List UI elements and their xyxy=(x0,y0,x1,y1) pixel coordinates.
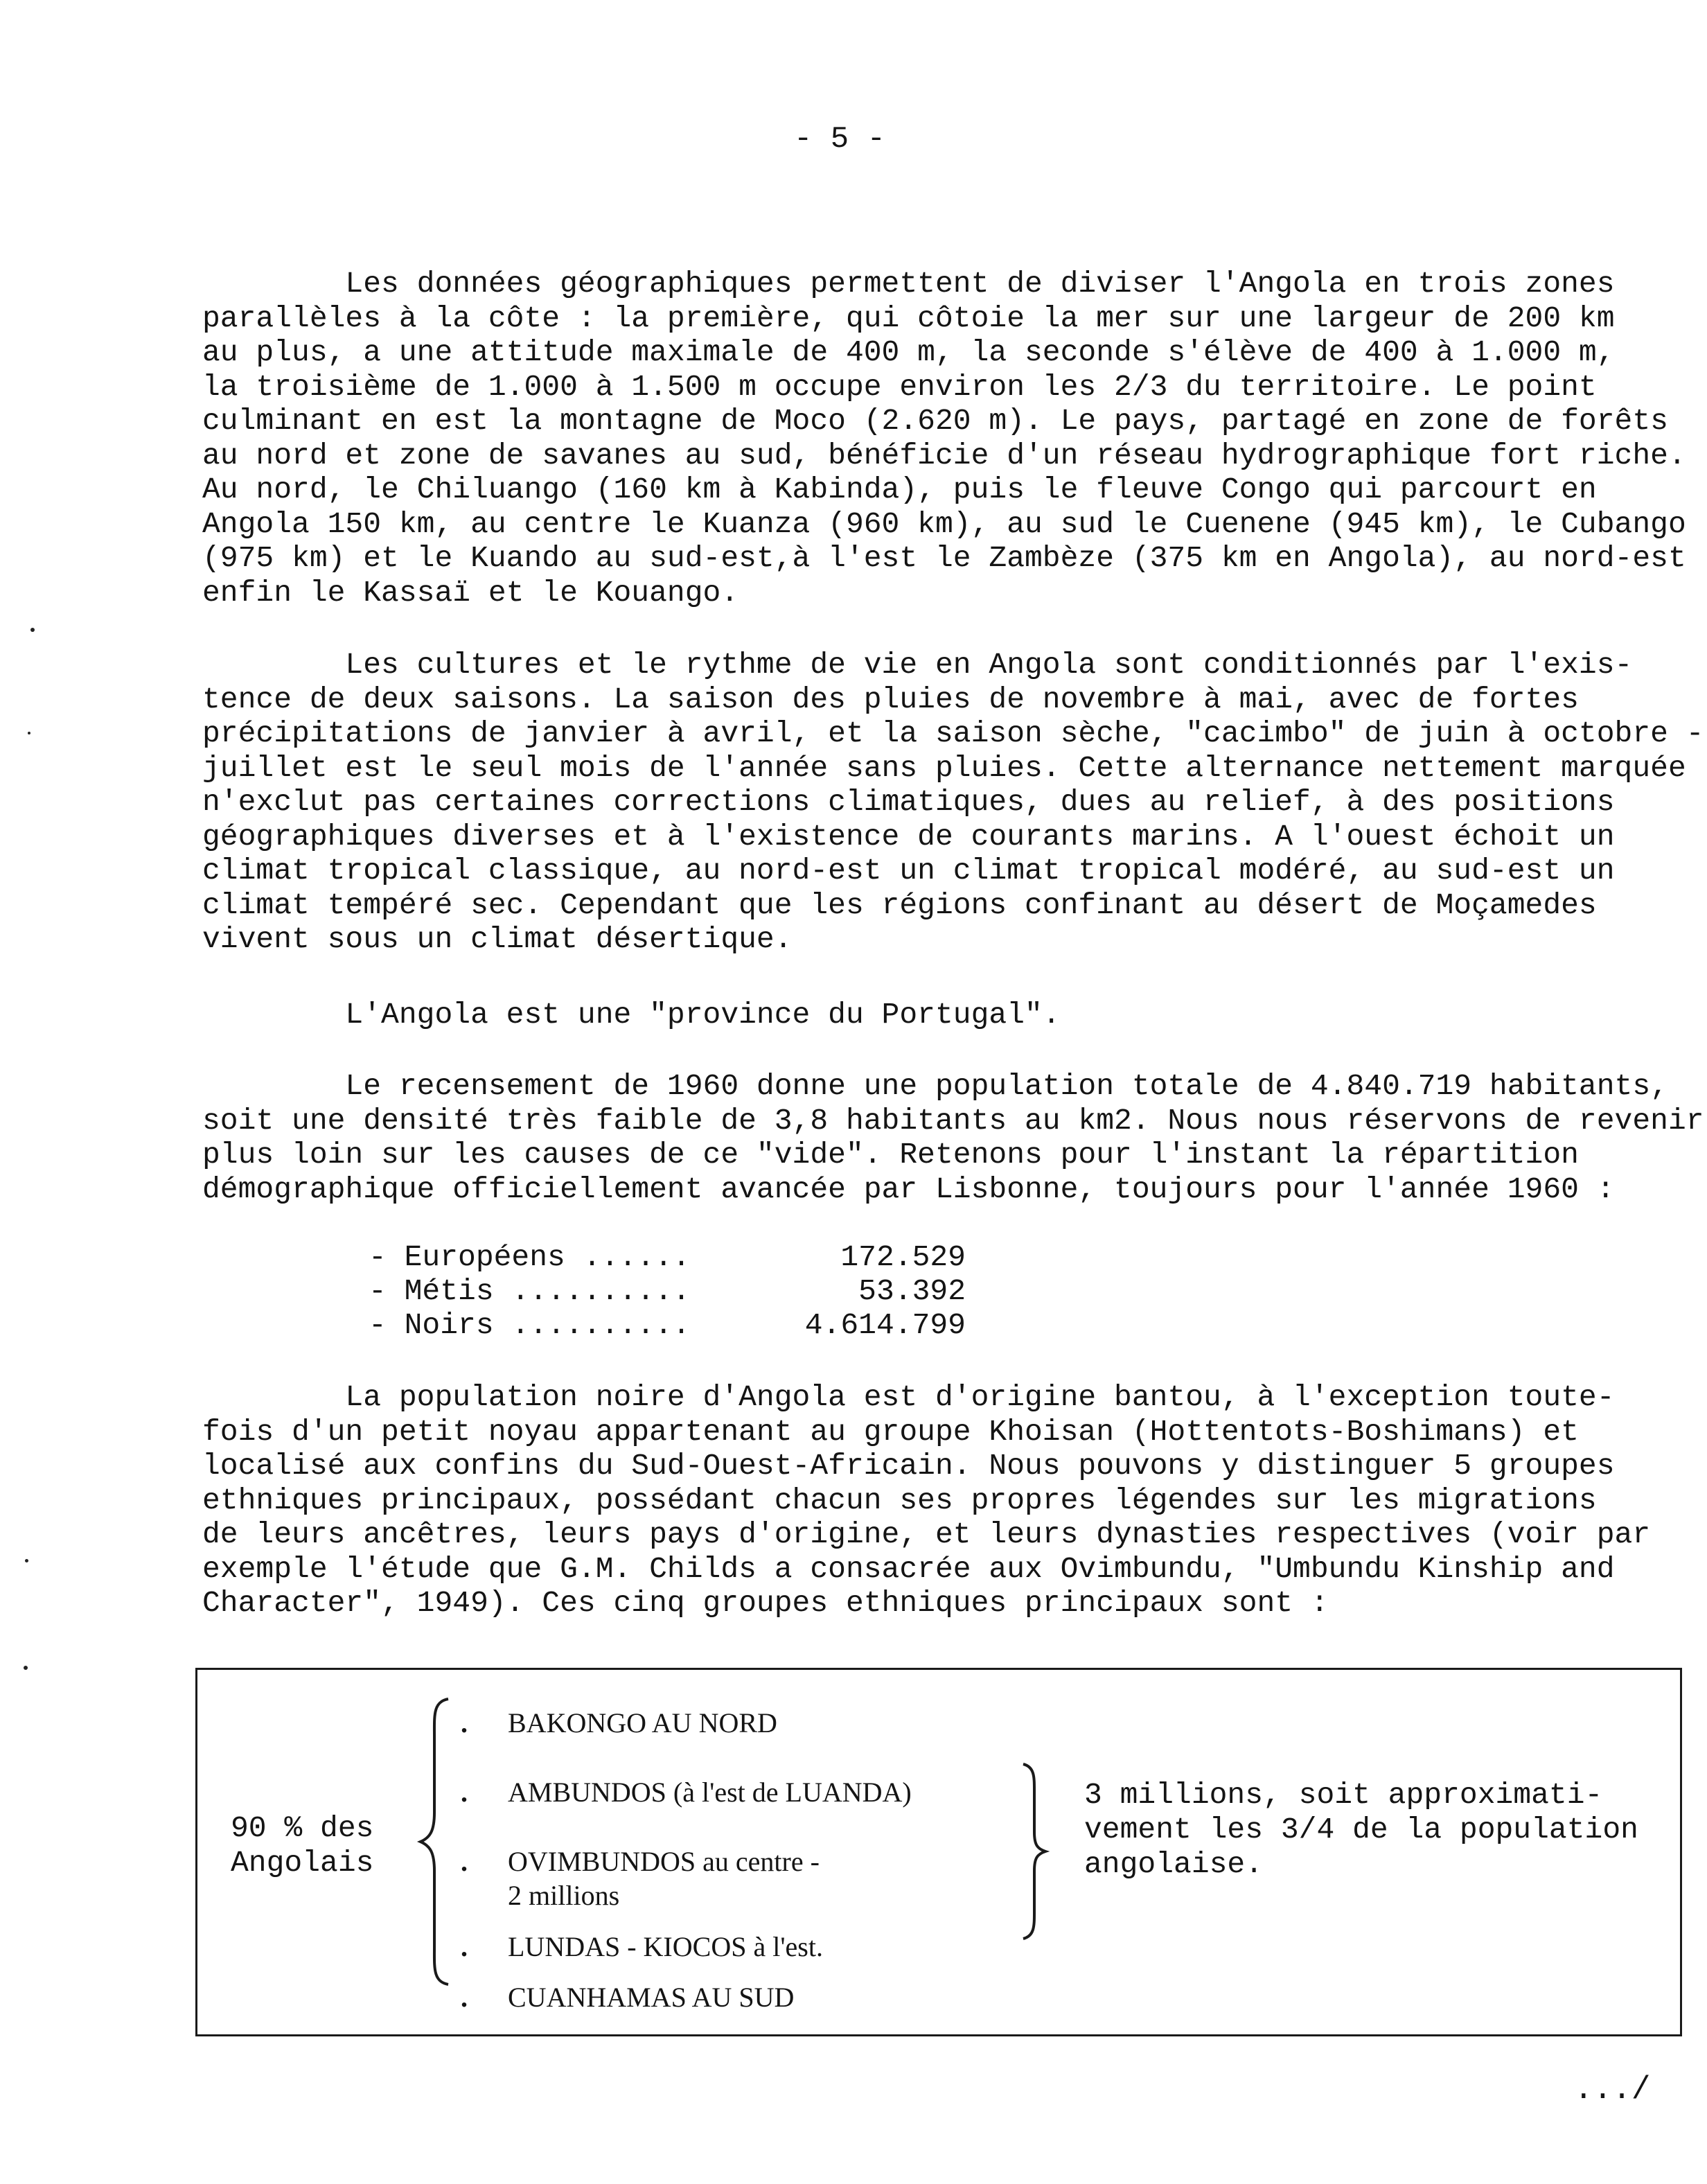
text-line: climat tropical classique, au nord-est un climat tropical modéré, au sud-est un xyxy=(202,854,1615,888)
scan-speck xyxy=(30,628,35,632)
population-label: - Noirs .......... xyxy=(369,1308,691,1342)
note-line: angolaise. xyxy=(1084,1847,1264,1881)
box-left-line: Angolais xyxy=(231,1846,374,1880)
text-line: précipitations de janvier à avril, et la saison sèche, "cacimbo" de juin à octobre - xyxy=(202,716,1704,750)
text-line: n'exclut pas certaines corrections climatiques, dues au relief, à des positions xyxy=(202,785,1615,819)
bullet: . xyxy=(461,1777,468,1808)
text-line: Angola 150 km, au centre le Kuanza (960 km), au sud le Cuenene (945 km), le Cubango xyxy=(202,507,1686,541)
text-line: enfin le Kassaï et le Kouango. xyxy=(202,575,739,610)
population-value: 172.529 xyxy=(840,1240,966,1274)
population-table xyxy=(369,1240,966,1342)
group-item xyxy=(461,1844,820,1878)
text-line: Le recensement de 1960 donne une population totale de 4.840.719 habitants, xyxy=(202,1069,1668,1103)
scan-speck xyxy=(28,732,30,734)
scan-speck xyxy=(25,1559,28,1562)
group-label: BAKONGO AU NORD xyxy=(508,1707,777,1738)
text-line: Les cultures et le rythme de vie en Angola sont conditionnés par l'exis- xyxy=(202,648,1633,682)
note-line: 3 millions, soit approximati- xyxy=(1084,1778,1603,1812)
group-item xyxy=(461,1706,777,1740)
text-line: juillet est le seul mois de l'année sans pluies. Cette alternance nettement marquée xyxy=(202,750,1686,785)
text-line: démographique officiellement avancée par Lisbonne, toujours pour l'année 1960 : xyxy=(202,1172,1615,1206)
text-line: exemple l'étude que G.M. Childs a consacrée aux Ovimbundu, "Umbundu Kinship and xyxy=(202,1551,1615,1586)
text-line: au nord et zone de savanes au sud, bénéficie d'un réseau hydrographique fort riche. xyxy=(202,438,1686,473)
group-label: CUANHAMAS AU SUD xyxy=(508,1982,795,2013)
text-line: culminant en est la montagne de Moco (2.620 m). Le pays, partagé en zone de forêts xyxy=(202,404,1668,438)
text-line: Au nord, le Chiluango (160 km à Kabinda), puis le fleuve Congo qui parcourt en xyxy=(202,473,1597,507)
paragraph-census xyxy=(202,1069,1704,1206)
text-line: localisé aux confins du Sud-Ouest-Africain. Nous pouvons y distinguer 5 groupes xyxy=(202,1449,1615,1483)
paragraph-geography xyxy=(202,267,1686,610)
text-line: plus loin sur les causes de ce "vide". Retenons pour l'instant la répartition xyxy=(202,1138,1579,1172)
scan-speck xyxy=(24,1666,28,1670)
text-line: fois d'un petit noyau appartenant au groupe Khoisan (Hottentots-Boshimans) et xyxy=(202,1414,1579,1449)
text-line: Les données géographiques permettent de diviser l'Angola en trois zones xyxy=(202,267,1615,301)
population-row xyxy=(369,1308,966,1342)
ethnic-groups-box xyxy=(195,1668,1682,2036)
right-brace-icon xyxy=(1019,1760,1051,1943)
bullet: . xyxy=(461,1982,468,2013)
group-label: OVIMBUNDOS au centre - xyxy=(508,1846,820,1877)
group-item-continuation: 2 millions xyxy=(508,1880,620,1911)
page-number: - 5 - xyxy=(794,122,886,157)
bullet: . xyxy=(461,1707,468,1738)
text-line: La population noire d'Angola est d'origine bantou, à l'exception toute- xyxy=(202,1380,1615,1414)
text-line: de leurs ancêtres, leurs pays d'origine, et leurs dynasties respectives (voir par xyxy=(202,1517,1651,1551)
text-line: climat tempéré sec. Cependant que les régions confinant au désert de Moçamedes xyxy=(202,888,1597,922)
bullet: . xyxy=(461,1931,468,1962)
group-label: LUNDAS - KIOCOS à l'est. xyxy=(508,1931,823,1962)
text-line: (975 km) et le Kuando au sud-est,à l'est le Zambèze (375 km en Angola), au nord-est xyxy=(202,541,1686,575)
box-right-note xyxy=(1084,1778,1638,1882)
text-line: ethniques principaux, possédant chacun ses propres légendes sur les migrations xyxy=(202,1483,1597,1517)
population-label: - Métis .......... xyxy=(369,1274,691,1308)
text-line: la troisième de 1.000 à 1.500 m occupe environ les 2/3 du territoire. Le point xyxy=(202,369,1597,404)
left-brace-icon xyxy=(416,1695,458,1989)
text-line: soit une densité très faible de 3,8 habitants au km2. Nous nous réservons de revenir xyxy=(202,1103,1704,1138)
text-line: au plus, a une attitude maximale de 400 m, la seconde s'élève de 400 à 1.000 m, xyxy=(202,335,1615,369)
group-item xyxy=(461,1930,823,1964)
paragraph-climate xyxy=(202,648,1704,957)
population-row xyxy=(369,1274,966,1308)
text-line: Character", 1949). Ces cinq groupes ethniques principaux sont : xyxy=(202,1586,1329,1620)
text-line: vivent sous un climat désertique. xyxy=(202,922,793,956)
group-item xyxy=(461,1980,794,2014)
bullet: . xyxy=(461,1846,468,1877)
population-row xyxy=(369,1240,966,1274)
continuation-mark: .../ xyxy=(1574,2072,1651,2108)
group-item xyxy=(461,1775,912,1809)
population-label: - Européens ...... xyxy=(369,1240,691,1274)
note-line: vement les 3/4 de la population xyxy=(1084,1813,1638,1847)
text-line: L'Angola est une "province du Portugal". xyxy=(202,998,1061,1032)
text-line: géographiques diverses et à l'existence de courants marins. A l'ouest échoit un xyxy=(202,819,1615,854)
group-label: AMBUNDOS (à l'est de LUANDA) xyxy=(508,1777,912,1808)
text-line: tence de deux saisons. La saison des pluies de novembre à mai, avec de fortes xyxy=(202,682,1579,716)
paragraph-ethnic-groups xyxy=(202,1380,1671,1621)
box-left-line: 90 % des xyxy=(231,1811,374,1845)
paragraph-province xyxy=(202,998,1671,1032)
box-left-label xyxy=(231,1811,373,1881)
population-value: 4.614.799 xyxy=(804,1308,966,1342)
text-line: parallèles à la côte : la première, qui côtoie la mer sur une largeur de 200 km xyxy=(202,301,1615,335)
population-value: 53.392 xyxy=(858,1274,966,1308)
